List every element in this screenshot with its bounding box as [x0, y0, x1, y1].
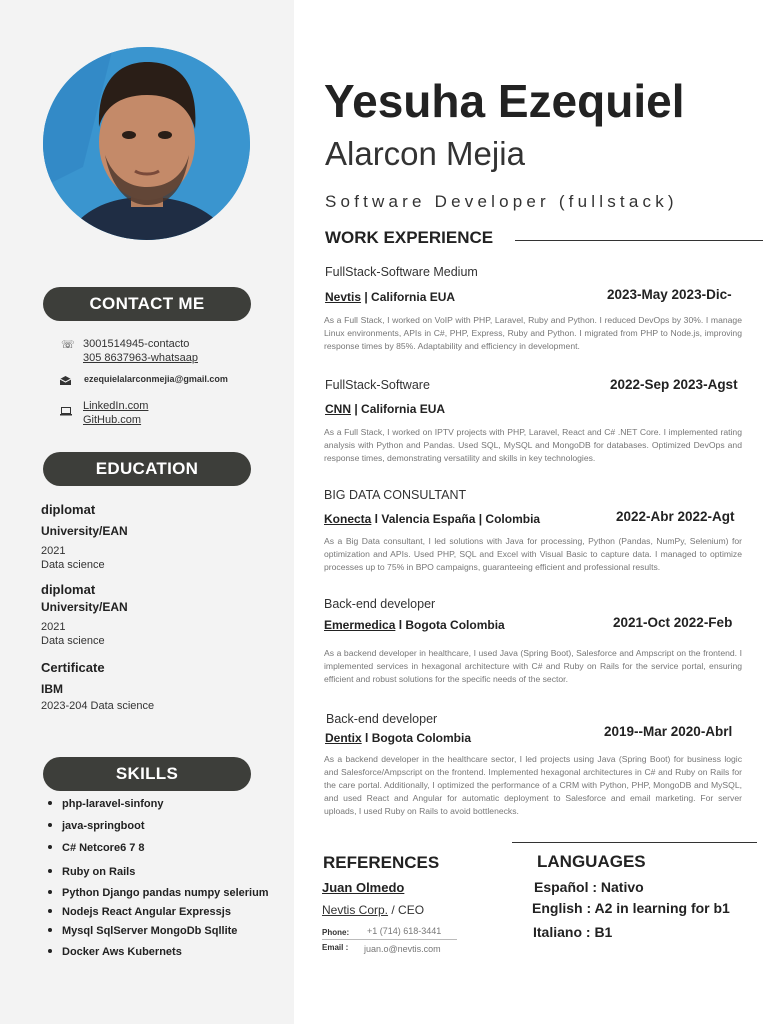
- divider-line: [512, 842, 757, 843]
- education-year: 2021: [41, 621, 66, 633]
- education-school: University/EAN: [41, 600, 128, 614]
- certificate-title: Certificate: [41, 660, 105, 675]
- job-company-line: [325, 402, 445, 416]
- skill-item: Mysql SqlServer MongoDb Sqllite: [48, 925, 237, 937]
- job-company-line: [324, 512, 540, 526]
- skills-heading: SKILLS: [43, 757, 251, 791]
- job-company-line: [325, 290, 455, 304]
- first-name: Yesuha Ezequiel: [324, 75, 685, 127]
- skill-item: C# Netcore6 7 8: [48, 842, 145, 854]
- job-dates: 2022-Abr 2022-Agt: [616, 509, 735, 524]
- reference-name: Juan Olmedo: [322, 880, 405, 895]
- contact-heading: CONTACT ME: [43, 287, 251, 321]
- divider-line: [515, 240, 763, 241]
- phone-label: Phone:: [322, 928, 350, 937]
- company-link[interactable]: Konecta: [324, 512, 372, 526]
- last-name: Alarcon Mejia: [325, 135, 525, 172]
- certificate-org: IBM: [41, 682, 63, 696]
- education-title: diplomat: [41, 582, 96, 597]
- reference-phone: +1 (714) 618-3441: [367, 926, 442, 936]
- education-field: Data science: [41, 635, 105, 647]
- references-heading: REFERENCES: [323, 853, 440, 872]
- work-experience-heading: WORK EXPERIENCE: [325, 228, 494, 247]
- job-description: As a backend developer in healthcare, I used Java (Spring Boot), Salesforce and Ampscript on the frontend. I implemented services in hexagonal architecture with C# and Ruby on Rails for the service portal, ensuring efficient and robust solutions for the specific needs of the sector.: [324, 648, 742, 684]
- email-link[interactable]: ezequielalarconmejia@gmail.com: [84, 374, 228, 384]
- job-dates: 2023-May 2023-Dic-: [607, 287, 732, 302]
- job-title: Back-end developer: [326, 712, 438, 726]
- phone-whatsapp[interactable]: 305 8637963-whatsaap: [83, 352, 198, 364]
- company-link[interactable]: CNN: [325, 402, 351, 416]
- github-link[interactable]: GitHub.com: [83, 414, 142, 426]
- skill-item: Python Django pandas numpy selerium: [48, 887, 269, 899]
- job-description: As a Full Stack, I worked on VoIP with PHP, Laravel, Ruby and Python. I reduced DevOps by 30%. I manage Linux environments, APIs in C#, PHP, Express, Ruby and Python. I migrated from PHP to Node.js, improving response times by 85%. Adaptability and efficiency in development.: [324, 315, 742, 351]
- role-title: Software Developer (fullstack): [325, 192, 678, 211]
- job-company-line: [324, 618, 505, 632]
- education-year: 2021: [41, 545, 66, 557]
- language-item: English : A2 in learning for b1: [532, 900, 730, 916]
- job-description: As a Big Data consultant, I led solutions with Java for processing, Python (Pandas, NumPy, Selenium) for optimization and APIs. Used PHP, SQL and Excel with Visual Basic to capture data. I managed to optimize processes up to 75% in BPO campaigns, guaranteeing efficient and professional results.: [324, 536, 742, 572]
- skill-item: Ruby on Rails: [48, 866, 135, 878]
- education-title: diplomat: [41, 502, 96, 517]
- company-link[interactable]: Dentix: [325, 731, 362, 745]
- job-dates: 2021-Oct 2022-Feb: [613, 615, 733, 630]
- company-link[interactable]: Emermedica: [324, 618, 396, 632]
- phone-icon: ☏: [61, 339, 75, 351]
- skill-item: Docker Aws Kubernets: [48, 946, 182, 958]
- language-item: Español : Nativo: [534, 879, 644, 895]
- job-description: As a Full Stack, I worked on IPTV projects with PHP, Laravel, React and C# .NET Core. I implemented rating analysis with Python and Pandas. Used SQL, MySQL and MongoDB for databases. Optimized DevOps and response times, demonstrating versatility and skills in key technologies.: [324, 427, 742, 463]
- job-description: As a backend developer in the healthcare sector, I led projects using Java (Spring Boot) for business logic and Salesforce/Ampscript on the frontend. Implemented hexagonal architectures in C# and Ruby on Rails for the care portal. Additionally, I optimized the performance of a CRM with Python, PHP, MongoDB and MySQL, and used React and Angular for automatic deployment to Salesforce and email marketing. For server uploads, I used Ruby on Rails to avoid bottlenecks.: [324, 754, 742, 816]
- job-location: | California EUA: [351, 402, 446, 416]
- phone-contact: 3001514945-contacto: [83, 338, 190, 350]
- education-field: Data science: [41, 559, 105, 571]
- skill-item: php-laravel-sinfony: [48, 798, 163, 810]
- job-dates: 2019--Mar 2020-Abrl: [604, 724, 733, 739]
- language-item: Italiano : B1: [533, 924, 613, 940]
- job-title: FullStack-Software Medium: [325, 265, 478, 279]
- job-location: l Bogota Colombia: [361, 731, 472, 745]
- email-label: Email :: [322, 943, 349, 952]
- company-link[interactable]: Nevtis: [325, 290, 362, 304]
- job-location: l Valencia España | Colombia: [371, 512, 541, 526]
- laptop-icon: [60, 403, 72, 421]
- reference-role: / CEO: [388, 903, 425, 917]
- job-location: l Bogota Colombia: [395, 618, 505, 632]
- skill-item: Nodejs React Angular Expressjs: [48, 906, 231, 918]
- job-location: | California EUA: [361, 290, 456, 304]
- divider-line: [322, 939, 457, 940]
- education-school: University/EAN: [41, 524, 128, 538]
- job-title: FullStack-Software: [325, 378, 430, 392]
- reference-email: juan.o@nevtis.com: [364, 944, 441, 954]
- linkedin-link[interactable]: LinkedIn.com: [83, 400, 149, 412]
- profile-photo: [43, 47, 250, 240]
- languages-heading: LANGUAGES: [537, 852, 646, 871]
- job-company-line: [325, 731, 471, 745]
- reference-company-line: [322, 903, 424, 917]
- reference-company[interactable]: Nevtis Corp.: [322, 903, 389, 917]
- mail-icon: [60, 372, 71, 390]
- job-dates: 2022-Sep 2023-Agst: [610, 377, 738, 392]
- job-title: BIG DATA CONSULTANT: [324, 488, 467, 502]
- job-title: Back-end developer: [324, 597, 436, 611]
- certificate-detail: 2023-204 Data science: [41, 700, 155, 712]
- skill-item: java-springboot: [48, 820, 145, 832]
- education-heading: EDUCATION: [43, 452, 251, 486]
